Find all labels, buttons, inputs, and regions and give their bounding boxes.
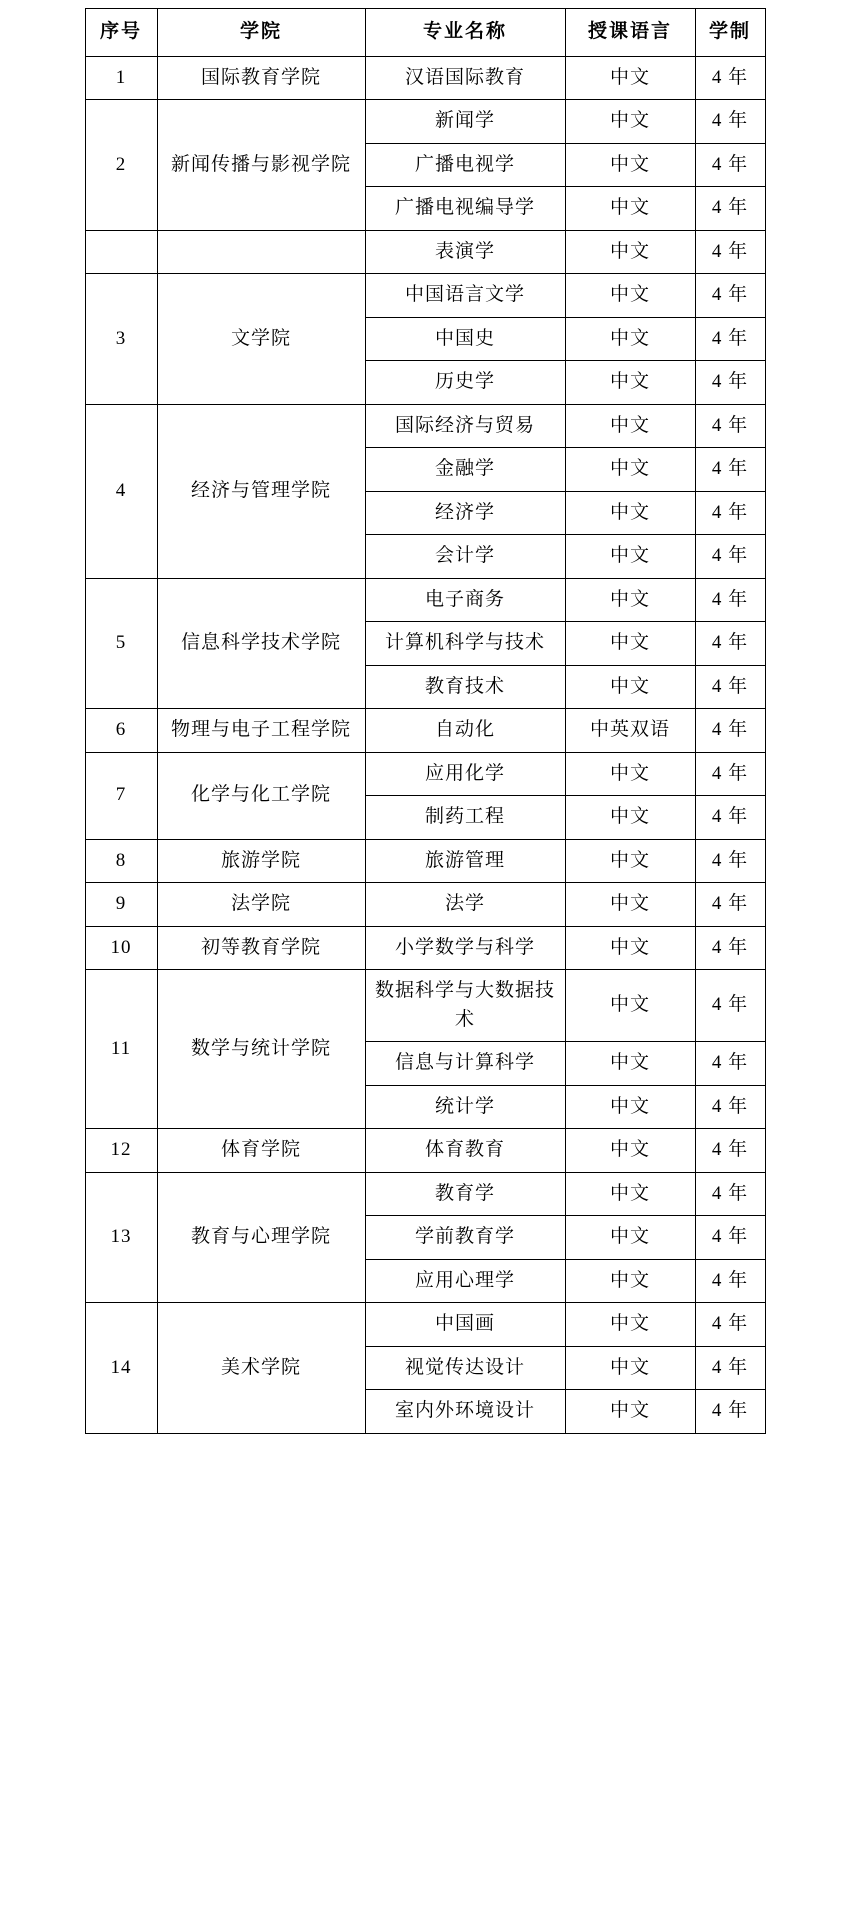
column-header-major: 专业名称 bbox=[365, 9, 565, 57]
cell-major: 经济学 bbox=[365, 491, 565, 535]
cell-duration: 4 年 bbox=[695, 361, 765, 405]
cell-major: 统计学 bbox=[365, 1085, 565, 1129]
cell-major: 汉语国际教育 bbox=[365, 56, 565, 100]
cell-language: 中文 bbox=[565, 1042, 695, 1086]
cell-college: 化学与化工学院 bbox=[157, 752, 365, 839]
cell-college: 法学院 bbox=[157, 883, 365, 927]
cell-language: 中文 bbox=[565, 1346, 695, 1390]
cell-duration: 4 年 bbox=[695, 622, 765, 666]
cell-college: 物理与电子工程学院 bbox=[157, 709, 365, 753]
cell-major: 应用化学 bbox=[365, 752, 565, 796]
cell-major: 自动化 bbox=[365, 709, 565, 753]
cell-serial-number: 10 bbox=[85, 926, 157, 970]
table-header-row bbox=[85, 9, 765, 57]
table-row bbox=[85, 752, 765, 796]
cell-duration: 4 年 bbox=[695, 1216, 765, 1260]
cell-duration: 4 年 bbox=[695, 317, 765, 361]
cell-serial-number: 6 bbox=[85, 709, 157, 753]
table-row bbox=[85, 404, 765, 448]
cell-major: 应用心理学 bbox=[365, 1259, 565, 1303]
cell-duration: 4 年 bbox=[695, 926, 765, 970]
cell-major: 视觉传达设计 bbox=[365, 1346, 565, 1390]
cell-duration: 4 年 bbox=[695, 709, 765, 753]
cell-duration: 4 年 bbox=[695, 535, 765, 579]
cell-major: 旅游管理 bbox=[365, 839, 565, 883]
column-header-college: 学院 bbox=[157, 9, 365, 57]
cell-serial-number: 4 bbox=[85, 404, 157, 578]
cell-college: 数学与统计学院 bbox=[157, 970, 365, 1129]
cell-language: 中文 bbox=[565, 839, 695, 883]
cell-duration: 4 年 bbox=[695, 230, 765, 274]
table-row bbox=[85, 883, 765, 927]
cell-college: 新闻传播与影视学院 bbox=[157, 100, 365, 231]
cell-language: 中文 bbox=[565, 448, 695, 492]
cell-duration: 4 年 bbox=[695, 1129, 765, 1173]
cell-duration: 4 年 bbox=[695, 796, 765, 840]
majors-table bbox=[85, 8, 766, 1434]
table-row bbox=[85, 709, 765, 753]
cell-duration: 4 年 bbox=[695, 970, 765, 1042]
cell-language: 中文 bbox=[565, 926, 695, 970]
cell-major: 数据科学与大数据技术 bbox=[365, 970, 565, 1042]
cell-serial-number: 7 bbox=[85, 752, 157, 839]
cell-language: 中文 bbox=[565, 143, 695, 187]
cell-major: 表演学 bbox=[365, 230, 565, 274]
table-row bbox=[85, 56, 765, 100]
cell-major: 小学数学与科学 bbox=[365, 926, 565, 970]
table-row bbox=[85, 1303, 765, 1347]
cell-duration: 4 年 bbox=[695, 1259, 765, 1303]
cell-language: 中文 bbox=[565, 1390, 695, 1434]
cell-major: 教育技术 bbox=[365, 665, 565, 709]
cell-language: 中文 bbox=[565, 1172, 695, 1216]
cell-college: 教育与心理学院 bbox=[157, 1172, 365, 1303]
cell-language: 中文 bbox=[565, 1216, 695, 1260]
column-header-no: 序号 bbox=[85, 9, 157, 57]
table-row bbox=[85, 230, 765, 274]
table-row bbox=[85, 926, 765, 970]
cell-language: 中文 bbox=[565, 491, 695, 535]
cell-serial-number: 14 bbox=[85, 1303, 157, 1434]
cell-language: 中文 bbox=[565, 883, 695, 927]
cell-major: 室内外环境设计 bbox=[365, 1390, 565, 1434]
cell-language: 中文 bbox=[565, 230, 695, 274]
table-body bbox=[85, 56, 765, 1433]
cell-language: 中文 bbox=[565, 1129, 695, 1173]
cell-serial-number: 2 bbox=[85, 100, 157, 231]
table-row bbox=[85, 1172, 765, 1216]
table-row bbox=[85, 1129, 765, 1173]
table-row bbox=[85, 970, 765, 1042]
cell-duration: 4 年 bbox=[695, 100, 765, 144]
cell-major: 学前教育学 bbox=[365, 1216, 565, 1260]
cell-language: 中文 bbox=[565, 56, 695, 100]
cell-language: 中文 bbox=[565, 1259, 695, 1303]
cell-major: 广播电视学 bbox=[365, 143, 565, 187]
column-header-duration: 学制 bbox=[695, 9, 765, 57]
cell-major: 电子商务 bbox=[365, 578, 565, 622]
cell-college bbox=[157, 230, 365, 274]
cell-duration: 4 年 bbox=[695, 665, 765, 709]
cell-duration: 4 年 bbox=[695, 752, 765, 796]
cell-major: 历史学 bbox=[365, 361, 565, 405]
cell-duration: 4 年 bbox=[695, 578, 765, 622]
cell-language: 中文 bbox=[565, 578, 695, 622]
cell-serial-number: 11 bbox=[85, 970, 157, 1129]
cell-serial-number: 8 bbox=[85, 839, 157, 883]
table-header bbox=[85, 9, 765, 57]
cell-major: 中国语言文学 bbox=[365, 274, 565, 318]
cell-serial-number bbox=[85, 230, 157, 274]
cell-language: 中文 bbox=[565, 404, 695, 448]
cell-duration: 4 年 bbox=[695, 404, 765, 448]
cell-major: 广播电视编导学 bbox=[365, 187, 565, 231]
cell-college: 初等教育学院 bbox=[157, 926, 365, 970]
table-row bbox=[85, 839, 765, 883]
cell-language: 中文 bbox=[565, 100, 695, 144]
cell-language: 中英双语 bbox=[565, 709, 695, 753]
cell-duration: 4 年 bbox=[695, 839, 765, 883]
cell-duration: 4 年 bbox=[695, 1303, 765, 1347]
cell-duration: 4 年 bbox=[695, 143, 765, 187]
cell-major: 法学 bbox=[365, 883, 565, 927]
cell-language: 中文 bbox=[565, 752, 695, 796]
cell-language: 中文 bbox=[565, 622, 695, 666]
cell-major: 会计学 bbox=[365, 535, 565, 579]
table-row bbox=[85, 274, 765, 318]
cell-duration: 4 年 bbox=[695, 1042, 765, 1086]
cell-college: 信息科学技术学院 bbox=[157, 578, 365, 709]
cell-duration: 4 年 bbox=[695, 883, 765, 927]
cell-serial-number: 3 bbox=[85, 274, 157, 405]
cell-college: 旅游学院 bbox=[157, 839, 365, 883]
cell-major: 计算机科学与技术 bbox=[365, 622, 565, 666]
cell-duration: 4 年 bbox=[695, 187, 765, 231]
cell-language: 中文 bbox=[565, 274, 695, 318]
cell-duration: 4 年 bbox=[695, 274, 765, 318]
cell-serial-number: 13 bbox=[85, 1172, 157, 1303]
cell-major: 信息与计算科学 bbox=[365, 1042, 565, 1086]
cell-major: 体育教育 bbox=[365, 1129, 565, 1173]
cell-duration: 4 年 bbox=[695, 448, 765, 492]
cell-duration: 4 年 bbox=[695, 1172, 765, 1216]
cell-college: 国际教育学院 bbox=[157, 56, 365, 100]
cell-major: 中国史 bbox=[365, 317, 565, 361]
cell-major: 教育学 bbox=[365, 1172, 565, 1216]
cell-language: 中文 bbox=[565, 796, 695, 840]
cell-language: 中文 bbox=[565, 535, 695, 579]
cell-college: 文学院 bbox=[157, 274, 365, 405]
cell-language: 中文 bbox=[565, 317, 695, 361]
cell-duration: 4 年 bbox=[695, 1390, 765, 1434]
cell-duration: 4 年 bbox=[695, 1346, 765, 1390]
cell-major: 国际经济与贸易 bbox=[365, 404, 565, 448]
cell-language: 中文 bbox=[565, 361, 695, 405]
cell-college: 体育学院 bbox=[157, 1129, 365, 1173]
cell-duration: 4 年 bbox=[695, 1085, 765, 1129]
cell-duration: 4 年 bbox=[695, 491, 765, 535]
cell-language: 中文 bbox=[565, 665, 695, 709]
cell-major: 新闻学 bbox=[365, 100, 565, 144]
cell-major: 制药工程 bbox=[365, 796, 565, 840]
cell-language: 中文 bbox=[565, 1085, 695, 1129]
cell-major: 金融学 bbox=[365, 448, 565, 492]
cell-duration: 4 年 bbox=[695, 56, 765, 100]
cell-serial-number: 5 bbox=[85, 578, 157, 709]
cell-college: 经济与管理学院 bbox=[157, 404, 365, 578]
cell-language: 中文 bbox=[565, 1303, 695, 1347]
cell-major: 中国画 bbox=[365, 1303, 565, 1347]
cell-serial-number: 1 bbox=[85, 56, 157, 100]
cell-language: 中文 bbox=[565, 970, 695, 1042]
cell-college: 美术学院 bbox=[157, 1303, 365, 1434]
table-row bbox=[85, 578, 765, 622]
column-header-language: 授课语言 bbox=[565, 9, 695, 57]
cell-serial-number: 12 bbox=[85, 1129, 157, 1173]
cell-language: 中文 bbox=[565, 187, 695, 231]
cell-serial-number: 9 bbox=[85, 883, 157, 927]
table-row bbox=[85, 100, 765, 144]
